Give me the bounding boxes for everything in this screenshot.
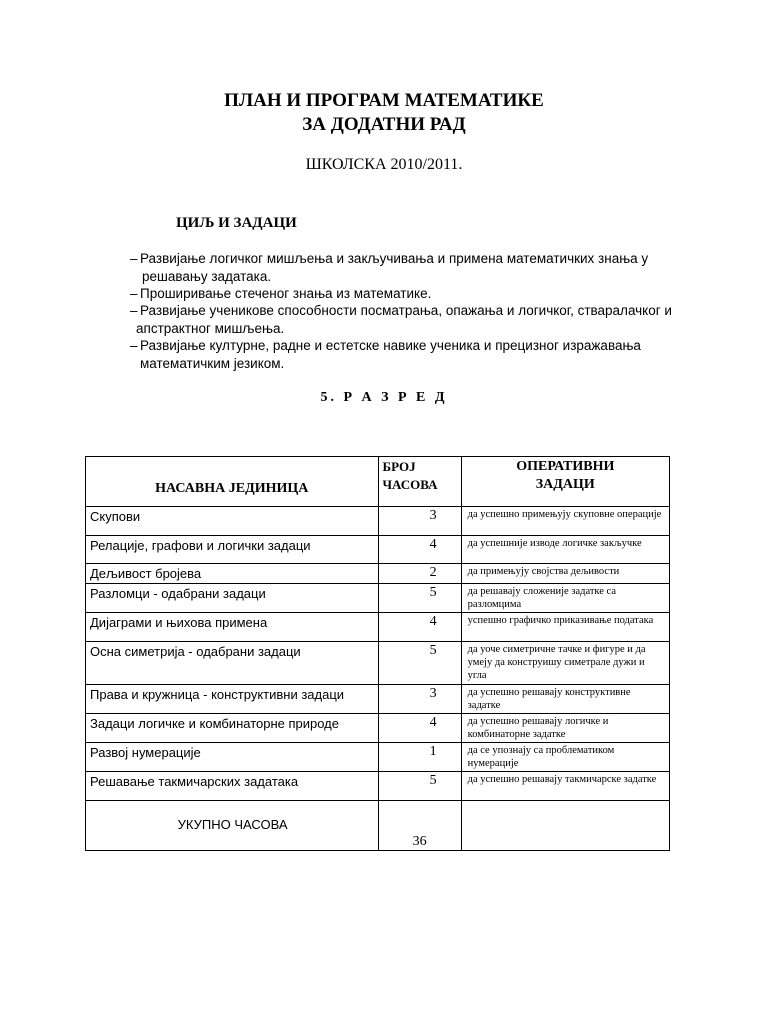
goal-item: – Развијање логичког мишљења и закључивања и примена математичких знања у решавању задатака. <box>130 250 710 286</box>
total-empty-cell <box>461 801 669 851</box>
row-topic: Скупови <box>86 507 379 536</box>
row-task: да решавају сложеније задатке са разломцима <box>461 584 669 613</box>
row-topic: Осна симетрија - одабрани задаци <box>86 642 379 685</box>
grade-heading: 5. Р А З Р Е Д <box>320 390 448 405</box>
row-topic: Релације, графови и логички задаци <box>86 536 379 564</box>
row-topic: Решавање такмичарских задатака <box>86 772 379 801</box>
goal-item: – Проширивање стеченог знања из математике. <box>130 285 710 303</box>
row-hours: 3 <box>378 507 461 536</box>
row-task: да успешно примењују скуповне операције <box>461 507 669 536</box>
row-topic: Задаци логичке и комбинаторне природе <box>86 714 379 743</box>
row-hours: 5 <box>378 772 461 801</box>
row-hours: 3 <box>378 685 461 714</box>
row-task: да уоче симетричне тачке и фигуре и да умеју да конструишу симетрале дужи и угла <box>461 642 669 685</box>
goal-item-line1: Развијање логичког мишљења и закључивања и примена математичких знања у <box>140 251 649 266</box>
table-row <box>86 584 670 613</box>
row-task: да успешно решавају конструктивне задатке <box>461 685 669 714</box>
table-row <box>86 642 670 685</box>
row-topic: Дељивост бројева <box>86 564 379 584</box>
row-task: да успешније изводе логичке закључке <box>461 536 669 564</box>
row-hours: 5 <box>378 584 461 613</box>
row-task: успешно графичко приказивање података <box>461 613 669 642</box>
total-label: УКУПНО ЧАСОВА <box>86 801 379 851</box>
row-hours: 5 <box>378 642 461 685</box>
header-unit: НАСАВНА ЈЕДИНИЦА <box>86 457 379 507</box>
header-hours: БРОЈ ЧАСОВА <box>378 457 461 507</box>
row-task: да примењују својства дељивости <box>461 564 669 584</box>
row-topic: Разломци - одабрани задаци <box>86 584 379 613</box>
goal-item-line1: Проширивање стеченог знања из математике. <box>140 286 432 301</box>
curriculum-table <box>85 456 670 851</box>
table-row <box>86 772 670 801</box>
table-row <box>86 507 670 536</box>
table-header-row <box>86 457 670 507</box>
row-task: да успешно решавају логичке и комбинаторне задатке <box>461 714 669 743</box>
row-hours: 4 <box>378 613 461 642</box>
table-row <box>86 613 670 642</box>
goal-item-line2: решавању задатака. <box>142 269 272 284</box>
row-hours: 4 <box>378 714 461 743</box>
goal-item-line2: математичким језиком. <box>140 356 285 371</box>
row-task: да успешно решавају такмичарске задатке <box>461 772 669 801</box>
row-hours: 4 <box>378 536 461 564</box>
row-hours: 1 <box>378 743 461 772</box>
table-total-row <box>86 801 670 851</box>
goal-item: – Развијање ученикове способности посматрања, опажања и логичког, стваралачког и апстрактног мишљења. <box>130 302 710 338</box>
table-row <box>86 743 670 772</box>
document-title-line1: ПЛАН И ПРОГРАМ МАТЕМАТИКЕ <box>224 90 544 111</box>
table-row <box>86 536 670 564</box>
document-title-line2: ЗА ДОДАТНИ РАД <box>302 114 466 135</box>
row-topic: Развој нумерације <box>86 743 379 772</box>
goal-item-line1: Развијање културне, радне и естетске навике ученика и прецизног изражавања <box>140 338 641 353</box>
row-topic: Права и кружница - конструктивни задаци <box>86 685 379 714</box>
goal-item-line2: апстрактног мишљења. <box>136 321 285 336</box>
goal-item-line1: Развијање ученикове способности посматрања, опажања и логичког, стваралачког и <box>140 303 672 318</box>
table-row <box>86 564 670 584</box>
table-row <box>86 685 670 714</box>
school-year: ШКОЛСКА 2010/2011. <box>305 156 463 173</box>
header-tasks: ОПЕРАТИВНИ ЗАДАЦИ <box>461 457 669 507</box>
row-task: да се упознају са проблематиком нумерације <box>461 743 669 772</box>
row-hours: 2 <box>378 564 461 584</box>
table-row <box>86 714 670 743</box>
total-hours: 36 <box>378 801 461 851</box>
goal-item: – Развијање културне, радне и естетске навике ученика и прецизног изражавања математичким језиком. <box>130 337 710 373</box>
goals-heading: ЦИЉ И ЗАДАЦИ <box>176 215 297 231</box>
row-topic: Дијаграми и њихова примена <box>86 613 379 642</box>
